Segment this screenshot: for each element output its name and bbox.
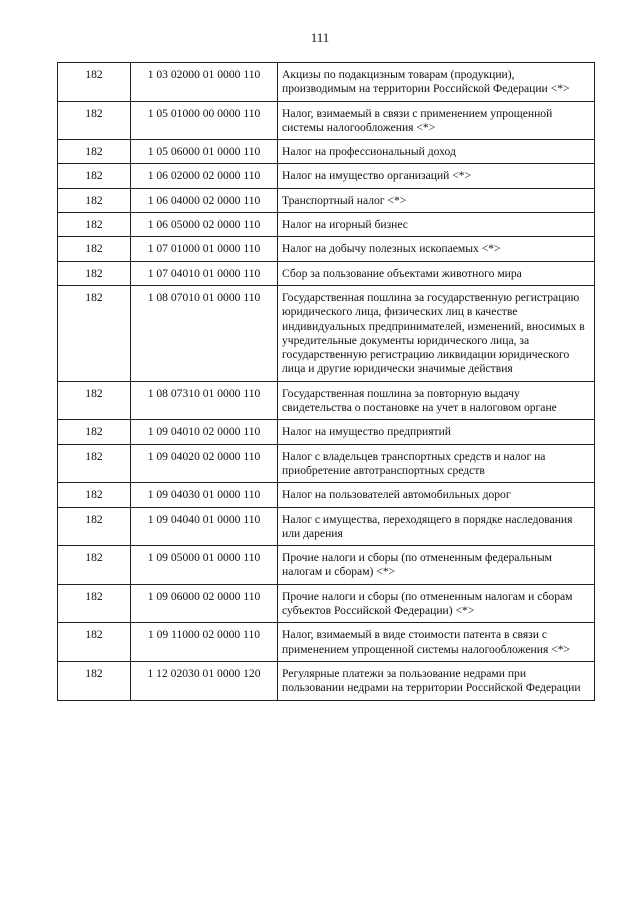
budget-classification-code-cell: 1 09 04010 02 0000 110 (131, 420, 278, 444)
revenue-name-cell: Налог на профессиональный доход (278, 140, 595, 164)
admin-code-cell: 182 (58, 140, 131, 164)
admin-code-cell: 182 (58, 213, 131, 237)
revenue-name-cell: Налог, взимаемый в виде стоимости патента в связи с применением упрощенной системы налогообложения <*> (278, 623, 595, 662)
admin-code-cell: 182 (58, 164, 131, 188)
budget-classification-code-cell: 1 09 04020 02 0000 110 (131, 444, 278, 483)
revenue-name-cell: Транспортный налог <*> (278, 188, 595, 212)
budget-classification-code-cell: 1 09 06000 02 0000 110 (131, 584, 278, 623)
table-row (58, 546, 595, 585)
table-row (58, 188, 595, 212)
table-row (58, 237, 595, 261)
admin-code-cell: 182 (58, 507, 131, 546)
admin-code-cell: 182 (58, 584, 131, 623)
budget-classification-code-cell: 1 05 01000 00 0000 110 (131, 101, 278, 140)
admin-code-cell: 182 (58, 261, 131, 285)
revenue-name-cell: Налог с владельцев транспортных средств и налог на приобретение автотранспортных средств (278, 444, 595, 483)
budget-classification-code-cell: 1 07 01000 01 0000 110 (131, 237, 278, 261)
budget-classification-code-cell: 1 09 11000 02 0000 110 (131, 623, 278, 662)
revenue-name-cell: Налог на имущество организаций <*> (278, 164, 595, 188)
table-row (58, 483, 595, 507)
budget-classification-code-cell: 1 06 02000 02 0000 110 (131, 164, 278, 188)
admin-code-cell: 182 (58, 63, 131, 102)
admin-code-cell: 182 (58, 420, 131, 444)
revenue-name-cell: Государственная пошлина за повторную выдачу свидетельства о постановке на учет в налоговом органе (278, 381, 595, 420)
revenue-name-cell: Налог на имущество предприятий (278, 420, 595, 444)
table-row (58, 261, 595, 285)
budget-classification-code-cell: 1 09 05000 01 0000 110 (131, 546, 278, 585)
budget-classification-code-cell: 1 08 07310 01 0000 110 (131, 381, 278, 420)
admin-code-cell: 182 (58, 101, 131, 140)
revenue-name-cell: Налог на пользователей автомобильных дорог (278, 483, 595, 507)
admin-code-cell: 182 (58, 661, 131, 700)
revenue-name-cell: Акцизы по подакцизным товарам (продукции), производимым на территории Российской Федерации <*> (278, 63, 595, 102)
table-row (58, 444, 595, 483)
table-row (58, 381, 595, 420)
revenue-name-cell: Сбор за пользование объектами животного мира (278, 261, 595, 285)
table-row (58, 623, 595, 662)
admin-code-cell: 182 (58, 285, 131, 381)
revenue-name-cell: Прочие налоги и сборы (по отмененным федеральным налогам и сборам) <*> (278, 546, 595, 585)
revenue-name-cell: Налог на добычу полезных ископаемых <*> (278, 237, 595, 261)
budget-classification-code-cell: 1 06 05000 02 0000 110 (131, 213, 278, 237)
table-row (58, 285, 595, 381)
admin-code-cell: 182 (58, 546, 131, 585)
budget-classification-code-cell: 1 12 02030 01 0000 120 (131, 661, 278, 700)
table-row (58, 213, 595, 237)
budget-classification-code-cell: 1 06 04000 02 0000 110 (131, 188, 278, 212)
admin-code-cell: 182 (58, 483, 131, 507)
revenue-name-cell: Налог, взимаемый в связи с применением упрощенной системы налогообложения <*> (278, 101, 595, 140)
budget-classification-code-cell: 1 09 04030 01 0000 110 (131, 483, 278, 507)
admin-code-cell: 182 (58, 188, 131, 212)
admin-code-cell: 182 (58, 444, 131, 483)
table-row (58, 164, 595, 188)
table-row (58, 63, 595, 102)
budget-classification-code-cell: 1 03 02000 01 0000 110 (131, 63, 278, 102)
page-number: 111 (310, 30, 330, 45)
budget-classification-code-cell: 1 05 06000 01 0000 110 (131, 140, 278, 164)
admin-code-cell: 182 (58, 381, 131, 420)
table-row (58, 584, 595, 623)
revenue-name-cell: Налог на игорный бизнес (278, 213, 595, 237)
table-row (58, 140, 595, 164)
table-row (58, 507, 595, 546)
table-row (58, 420, 595, 444)
budget-classification-code-cell: 1 08 07010 01 0000 110 (131, 285, 278, 381)
budget-classification-code-cell: 1 09 04040 01 0000 110 (131, 507, 278, 546)
table-row (58, 101, 595, 140)
revenue-name-cell: Прочие налоги и сборы (по отмененным налогам и сборам субъектов Российской Федерации) <*> (278, 584, 595, 623)
revenue-name-cell: Государственная пошлина за государственную регистрацию юридического лица, физических лиц в качестве индивидуальных предпринимателей, изменений, вносимых в учредительные документы юридического лица, за государственную регистрацию ликвидации юридического лица и другие юридически значимые действия (278, 285, 595, 381)
revenue-name-cell: Налог с имущества, переходящего в порядке наследования или дарения (278, 507, 595, 546)
budget-classification-code-cell: 1 07 04010 01 0000 110 (131, 261, 278, 285)
revenue-name-cell: Регулярные платежи за пользование недрами при пользовании недрами на территории Российской Федерации (278, 661, 595, 700)
table-body (58, 63, 595, 701)
revenue-codes-table (57, 62, 595, 701)
admin-code-cell: 182 (58, 623, 131, 662)
admin-code-cell: 182 (58, 237, 131, 261)
table-row (58, 661, 595, 700)
